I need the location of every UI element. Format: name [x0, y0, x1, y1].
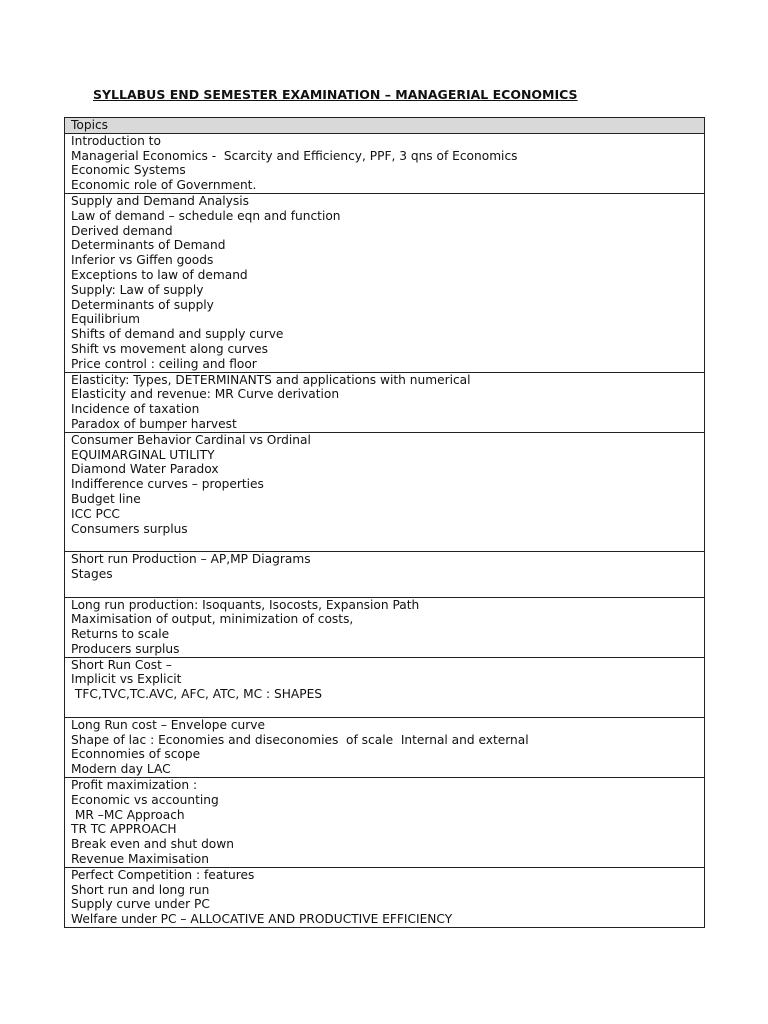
- topic-line: Long run production: Isoquants, Isocosts, Expansion Path: [71, 597, 420, 612]
- table-row: [65, 778, 705, 868]
- topic-line: ICC PCC: [71, 506, 120, 521]
- topic-line: Incidence of taxation: [71, 402, 200, 417]
- topic-line: Revenue Maximisation: [71, 852, 209, 867]
- syllabus-table: [64, 117, 705, 928]
- topic-line: Law of demand – schedule eqn and function: [71, 208, 341, 223]
- topic-line: Stages: [71, 566, 113, 581]
- topic-line: Shape of lac : Economies and diseconomies of scale Internal and external: [71, 732, 529, 747]
- topic-line: Short run Production – AP,MP Diagrams: [71, 552, 311, 567]
- topic-line: Implicit vs Explicit: [71, 672, 182, 687]
- table-row: [65, 193, 705, 372]
- table-row: [65, 597, 705, 657]
- topic-line: Budget line: [71, 491, 141, 506]
- topic-line: Economic role of Government.: [71, 178, 257, 193]
- topic-line: Supply: Law of supply: [71, 282, 204, 297]
- topic-line: Determinants of supply: [71, 297, 214, 312]
- topic-line: Supply and Demand Analysis: [71, 193, 249, 208]
- table-row: [65, 552, 705, 597]
- topic-line: Consumer Behavior Cardinal vs Ordinal: [71, 432, 311, 447]
- document-title: SYLLABUS END SEMESTER EXAMINATION – MANAGERIAL ECONOMICS: [93, 87, 578, 102]
- topic-cell: [65, 372, 705, 432]
- topic-line: Perfect Competition : features: [71, 867, 255, 882]
- topic-line: Consumers surplus: [71, 521, 188, 536]
- topic-line: Economic Systems: [71, 163, 186, 178]
- topic-line: Diamond Water Paradox: [71, 462, 219, 477]
- blank-line: [71, 536, 704, 551]
- table-row: [65, 432, 705, 551]
- topic-cell: [65, 657, 705, 717]
- topic-line: Managerial Economics - Scarcity and Efficiency, PPF, 3 qns of Economics: [71, 148, 518, 163]
- blank-line: [71, 582, 704, 597]
- topic-line: Returns to scale: [71, 627, 170, 642]
- topic-line: Modern day LAC: [71, 762, 171, 777]
- topic-cell: [65, 193, 705, 372]
- topic-line: Maximisation of output, minimization of costs,: [71, 612, 354, 627]
- topic-cell: [65, 778, 705, 868]
- topic-line: Equilibrium: [71, 312, 141, 327]
- topic-line: TR TC APPROACH: [71, 822, 177, 837]
- topic-line: Determinants of Demand: [71, 238, 226, 253]
- topic-line: Break even and shut down: [71, 837, 234, 852]
- topic-line: Producers surplus: [71, 641, 180, 656]
- topic-cell: [65, 432, 705, 551]
- table-row: [65, 372, 705, 432]
- topic-cell: [65, 867, 705, 927]
- topic-cell: [65, 133, 705, 193]
- topic-line: TFC,TVC,TC.AVC, AFC, ATC, MC : SHAPES: [71, 687, 323, 702]
- table-row: [65, 717, 705, 777]
- topic-line: EQUIMARGINAL UTILITY: [71, 447, 215, 462]
- topic-line: Paradox of bumper harvest: [71, 416, 237, 431]
- topic-line: Derived demand: [71, 223, 173, 238]
- table-header-row: [65, 118, 705, 134]
- topic-line: Indifference curves – properties: [71, 477, 264, 492]
- topic-line: Long Run cost – Envelope curve: [71, 717, 265, 732]
- topic-line: Exceptions to law of demand: [71, 267, 248, 282]
- topic-line: Price control : ceiling and floor: [71, 356, 257, 371]
- topic-cell: [65, 597, 705, 657]
- topic-line: Introduction to: [71, 133, 161, 148]
- topic-line: Elasticity: Types, DETERMINANTS and applications with numerical: [71, 372, 471, 387]
- topic-line: Supply curve under PC: [71, 897, 210, 912]
- topic-line: MR –MC Approach: [71, 807, 185, 822]
- topic-line: Welfare under PC – ALLOCATIVE AND PRODUCTIVE EFFICIENCY: [71, 912, 453, 927]
- topic-cell: [65, 552, 705, 597]
- table-row: [65, 867, 705, 927]
- topic-line: Inferior vs Giffen goods: [71, 253, 214, 268]
- topic-line: Economic vs accounting: [71, 792, 219, 807]
- topic-line: Elasticity and revenue: MR Curve derivation: [71, 387, 340, 402]
- topic-line: Econnomies of scope: [71, 747, 201, 762]
- topic-line: Shift vs movement along curves: [71, 341, 268, 356]
- topic-line: Short run and long run: [71, 882, 210, 897]
- topic-line: Profit maximization :: [71, 778, 198, 793]
- topic-cell: [65, 717, 705, 777]
- topics-header: Topics: [65, 118, 705, 134]
- blank-line: [71, 702, 704, 717]
- table-row: [65, 133, 705, 193]
- topic-line: Short Run Cost –: [71, 657, 172, 672]
- topic-line: Shifts of demand and supply curve: [71, 327, 284, 342]
- table-row: [65, 657, 705, 717]
